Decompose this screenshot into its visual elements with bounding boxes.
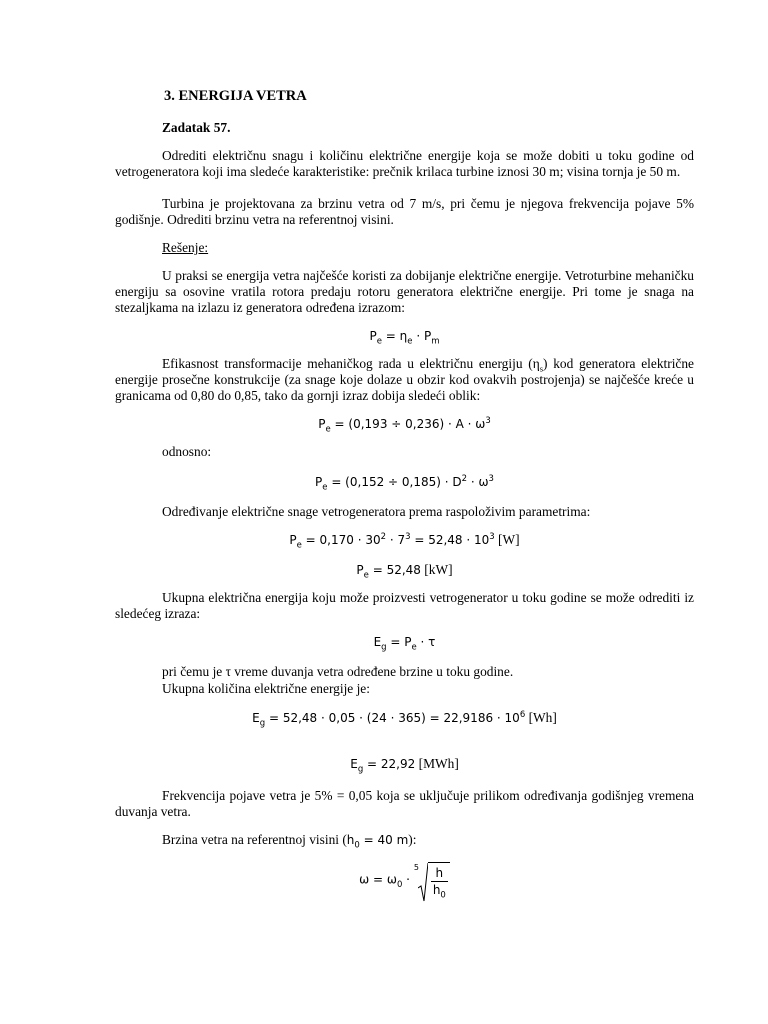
solution-paragraph-6: Ukupna količina električne energije je:	[162, 681, 370, 696]
equation-6: $E_g = P_e \cdot \tau$	[373, 635, 436, 653]
solution-paragraph-5: pri čemu je τ vreme duvanja vetra određene brzine u toku godine.	[162, 664, 514, 679]
solution-paragraph-2: Efikasnost transformacije mehaničkog rada u električnu energiju $(\eta_s)$ kod generatora električne energije prosečne konstrukcije (za snage koje dolaze u obzir kod ovakvih postrojenja) se najčešće kreće u granicama od 0,80 do 0,85, tako da gornji izraz dobija sledeći oblik:	[115, 356, 694, 403]
solution-label: Rešenje:	[162, 240, 209, 255]
task-paragraph-1: Odrediti električnu snagu i količinu električne energije koja se može dobiti u toku godine od vetrogeneratora koji ima sledeće karakteristike: prečnik krilaca turbine iznosi 30 m; visina tornja je 50 m.	[115, 148, 694, 179]
task-title: Zadatak 57.	[162, 120, 231, 135]
equation-2: $P_e = (0,193 \div 0,236) \cdot A \cdot \omega^3$	[318, 416, 491, 435]
fraction	[431, 865, 448, 901]
fraction-numerator: h	[431, 865, 448, 882]
section-heading: 3. ENERGIJA VETRA	[164, 88, 307, 104]
fraction-denominator: $h_0$	[432, 883, 446, 901]
equation-4: $P_e = 0,170 \cdot 30^2 \cdot 7^3 = 52,48 \cdot 10^3$ [W]	[289, 532, 520, 551]
text-odnosno: odnosno:	[162, 444, 212, 459]
equation-1: $P_e = \eta_e \cdot P_m$	[369, 329, 440, 347]
solution-paragraph-4: Ukupna električna energija koju može proizvesti vetrogenerator u toku godine se može odrediti iz sledećeg izraza:	[115, 590, 694, 621]
solution-paragraph-1: U praksi se energija vetra najčešće koristi za dobijanje električne energije. Vetroturbine mehaničku energiju sa osovine vratila rotora predaju rotoru generatora električne energije. Pri tome je snaga na stezaljkama na izlazu iz generatora određena izrazom:	[115, 268, 694, 315]
root-index: 5	[413, 863, 419, 872]
solution-paragraph-8: Brzina vetra na referentnoj visini ($h_0 = 40$ m):	[162, 832, 417, 851]
equation-7: $E_g = 52,48 \cdot 0,05 \cdot (24 \cdot 365) = 22,9186 \cdot 10^6$ [Wh]	[252, 710, 557, 729]
equation-5: $P_e = 52,48$ [kW]	[356, 562, 453, 581]
equation-9: $\omega = \omega_0$ · 5 $\frac{h}{h_0}$	[115, 862, 694, 898]
radical	[413, 862, 450, 901]
solution-paragraph-3: Određivanje električne snage vetrogeneratora prema raspoloživim parametrima:	[162, 504, 591, 519]
equation-3: $P_e = (0,152 \div 0,185) \cdot D^2 \cdot \omega^3$	[315, 474, 494, 493]
solution-paragraph-7: Frekvencija pojave vetra je 5% = 0,05 koja se uključuje prilikom određivanja godišnjeg vremena duvanja vetra.	[115, 788, 694, 819]
radical-sign-icon	[418, 862, 428, 902]
equation-8: $E_g = 22,92$ [MWh]	[350, 756, 459, 775]
task-paragraph-2: Turbina je projektovana za brzinu vetra od 7 m/s, pri čemu je njegova frekvencija pojave 5% godišnje. Odrediti brzinu vetra na referentnoj visini.	[115, 196, 694, 227]
